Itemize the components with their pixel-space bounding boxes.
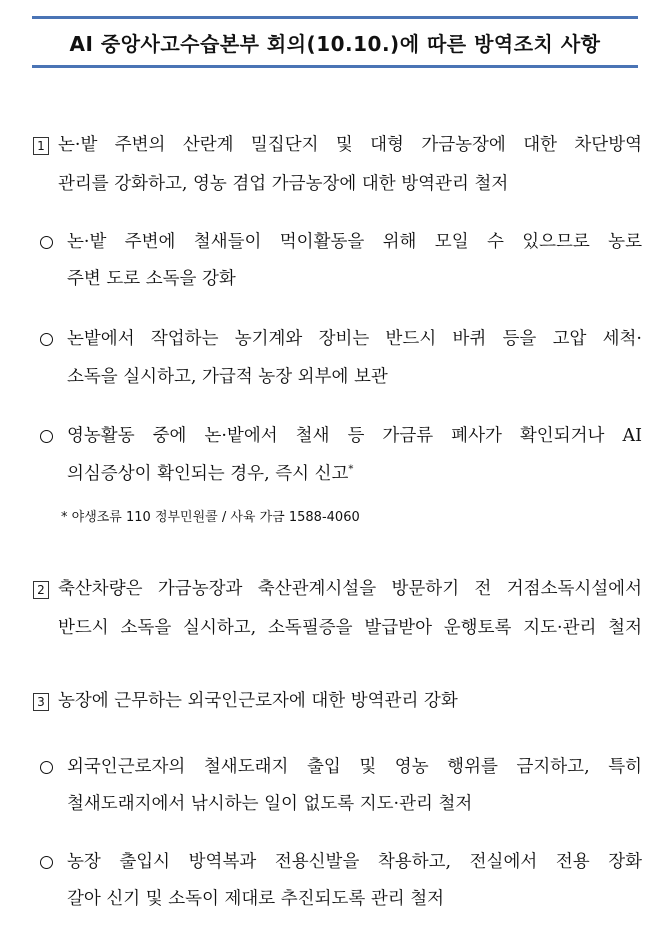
section-1-number: 1: [33, 137, 49, 155]
item-3-1-line-1: 외국인근로자의 철새도래지 출입 및 영농 행위를 금지하고, 특히: [67, 757, 642, 777]
title-box: [32, 16, 638, 68]
bullet-icon: [40, 430, 53, 443]
section-3-number: 3: [33, 693, 49, 711]
section-3-line-1: 농장에 근무하는 외국인근로자에 대한 방역관리 강화: [58, 691, 458, 711]
bullet-icon: [40, 761, 53, 774]
item-3-1-line-2: 철새도래지에서 낚시하는 일이 없도록 지도·관리 철저: [67, 794, 473, 814]
item-1-1-line-1: 논·밭 주변에 철새들이 먹이활동을 위해 모일 수 있으므로 농로: [67, 232, 642, 252]
item-3-2-line-1: 농장 출입시 방역복과 전용신발을 착용하고, 전실에서 전용 장화: [67, 852, 642, 872]
item-1-2-line-1: 논밭에서 작업하는 농기계와 장비는 반드시 바퀴 등을 고압 세척·: [67, 329, 642, 349]
item-1-3-line-1: 영농활동 중에 논·밭에서 철새 등 가금류 폐사가 확인되거나 AI: [67, 426, 642, 446]
bullet-icon: [40, 333, 53, 346]
footnote: * 야생조류 110 정부민원콜 / 사육 가금 1588-4060: [61, 510, 360, 525]
item-1-3-line-2-text: 의심증상이 확인되는 경우, 즉시 신고: [67, 464, 349, 484]
item-1-2-line-2: 소독을 실시하고, 가급적 농장 외부에 보관: [67, 367, 388, 387]
page-title: AI 중앙사고수습본부 회의(10.10.)에 따른 방역조치 사항: [69, 31, 601, 56]
bullet-icon: [40, 236, 53, 249]
bullet-icon: [40, 856, 53, 869]
section-2-line-2: 반드시 소독을 실시하고, 소독필증을 발급받아 운행토록 지도·관리 철저: [58, 618, 642, 638]
item-1-3-line-2: [67, 463, 353, 485]
item-1-1-line-2: 주변 도로 소독을 강화: [67, 269, 236, 289]
section-2-line-1: 축산차량은 가금농장과 축산관계시설을 방문하기 전 거점소독시설에서: [58, 579, 642, 599]
section-1-line-2: 관리를 강화하고, 영농 겸업 가금농장에 대한 방역관리 철저: [58, 174, 509, 194]
section-1-line-1: 논·밭 주변의 산란계 밀집단지 및 대형 가금농장에 대한 차단방역: [58, 135, 642, 155]
item-3-2-line-2: 갈아 신기 및 소독이 제대로 추진되도록 관리 철저: [67, 889, 445, 909]
section-2-number: 2: [33, 581, 49, 599]
footnote-marker: *: [348, 464, 354, 476]
